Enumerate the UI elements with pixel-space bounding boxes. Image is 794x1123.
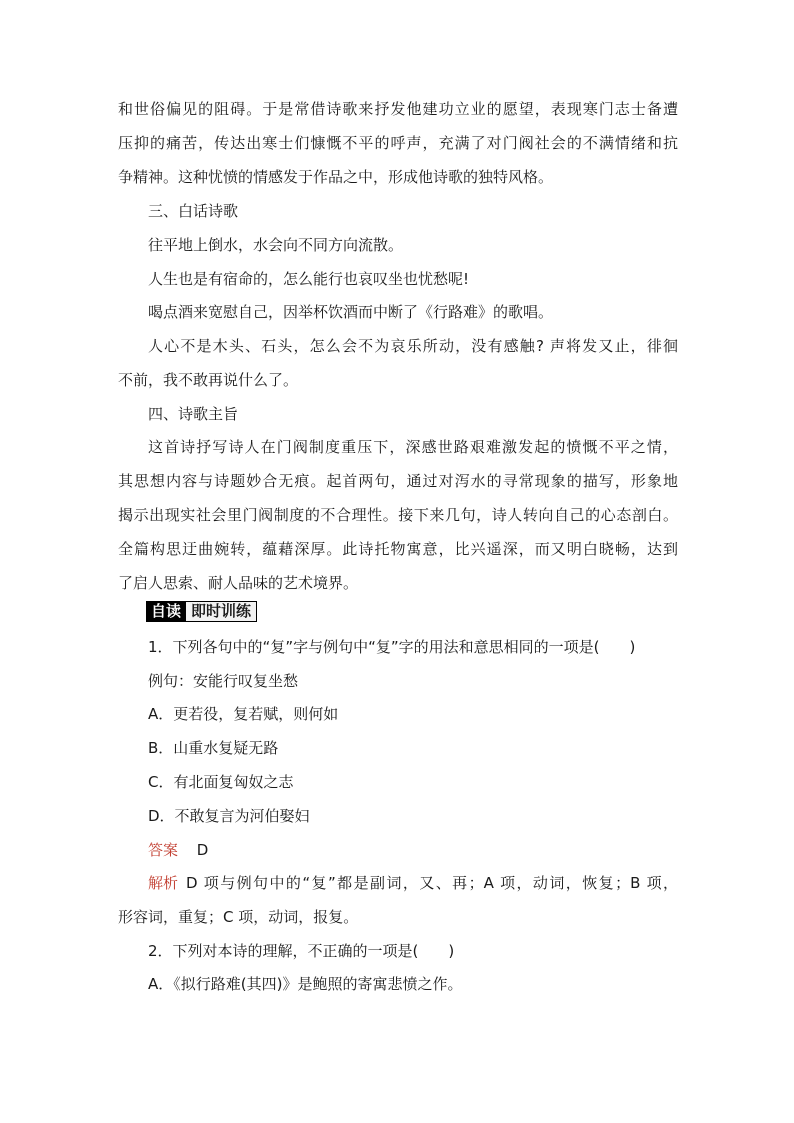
paragraph-line: 争精神。这种忧愤的情感发于作品之中，形成他诗歌的独特风格。 — [118, 168, 554, 186]
section-tag-left: 自读 — [146, 601, 186, 622]
option-a: A．更若役，复若赋，则何如 — [148, 705, 339, 723]
theme-line: 其思想内容与诗题妙合无痕。起首两句，通过对泻水的寻常现象的描写，形象地 — [118, 472, 678, 490]
translation-line: 人生也是有宿命的，怎么能行也哀叹坐也忧愁呢! — [148, 270, 470, 288]
paragraph-line: 压抑的痛苦，传达出寒士们慷慨不平的呼声，充满了对门阀社会的不满情绪和抗 — [118, 134, 678, 152]
translation-line: 往平地上倒水，水会向不同方向流散。 — [148, 236, 404, 254]
theme-line: 揭示出现实社会里门阀制度的不合理性。接下来几句，诗人转向自己的心态剖白。 — [118, 506, 678, 524]
translation-line: 喝点酒来宽慰自己，因举杯饮酒而中断了《行路难》的歌唱。 — [148, 303, 554, 321]
option-b: B．山重水复疑无路 — [148, 739, 279, 757]
analysis-text: D 项与例句中的“复”都是副词，又、再；A 项，动词，恢复；B 项， — [186, 874, 678, 892]
translation-line: 不前，我不敢再说什么了。 — [118, 371, 299, 389]
paragraph-line: 和世俗偏见的阻碍。于是常借诗歌来抒发他建功立业的愿望，表现寒门志士备遭 — [118, 100, 678, 118]
option-c: C．有北面复匈奴之志 — [148, 773, 294, 791]
answer-value: D — [196, 841, 209, 859]
example-sentence: 例句：安能行叹复坐愁 — [148, 672, 299, 690]
analysis-text-cont: 形容词，重复；C 项，动词，报复。 — [118, 908, 359, 926]
section-heading: 三、白话诗歌 — [148, 202, 239, 220]
question-stem: 1．下列各句中的“复”字与例句中“复”字的用法和意思相同的一项是( ) — [148, 638, 636, 656]
question-stem: 2．下列对本诗的理解，不正确的一项是( ) — [148, 942, 455, 960]
answer-row — [148, 840, 208, 860]
theme-line: 这首诗抒写诗人在门阀制度重压下，深感世路艰难激发起的愤慨不平之情， — [148, 438, 678, 456]
section-tag — [146, 601, 257, 622]
option-d: D．不敢复言为河伯娶妇 — [148, 807, 310, 825]
answer-label: 答案 — [148, 841, 179, 859]
section-heading: 四、诗歌主旨 — [148, 405, 239, 423]
analysis-label: 解析 — [148, 874, 179, 892]
option-a: A．《拟行路难(其四)》是鲍照的寄寓悲愤之作。 — [148, 975, 463, 993]
theme-line: 全篇构思迂曲婉转，蕴藉深厚。此诗托物寓意，比兴遥深，而又明白晓畅，达到 — [118, 540, 678, 558]
translation-line: 人心不是木头、石头，怎么会不为哀乐所动，没有感触? 声将发又止，徘徊 — [148, 337, 678, 355]
section-tag-right: 即时训练 — [186, 601, 257, 622]
analysis-row — [148, 873, 678, 893]
theme-line: 了启人思索、耐人品味的艺术境界。 — [118, 574, 359, 592]
